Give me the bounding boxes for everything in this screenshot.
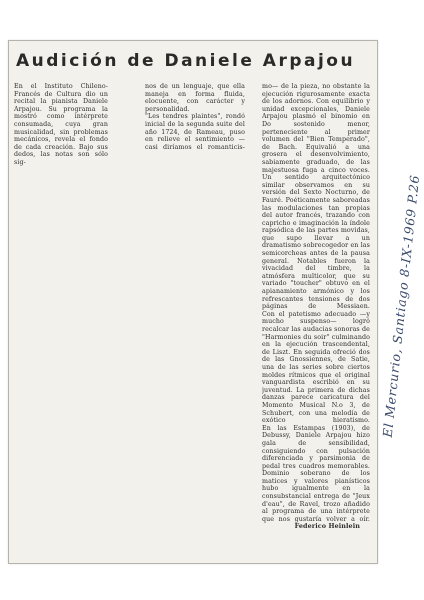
article-column-2: [145, 83, 245, 155]
article-column-1: [14, 83, 108, 173]
article-paragraph: nos de un lenguaje, que ella maneja en forma fluida, elocuente, con carácter y personalidad.: [145, 83, 245, 113]
article-column-3: [262, 83, 370, 561]
author-signature: Federico Heinlein: [294, 522, 360, 531]
article-paragraph: En el Instituto Chileno-Francés de Cultura dio un recital la pianista Daniele Arpajou. Su programa la mostró como intérprete consumada, cuya gran musicalidad, sin problemas mecánicos, revela el fondo de cada creación. Bajo sus dedos, las notas son sólo sig-: [14, 83, 108, 166]
article-paragraph: En las Estampas (1903), de Debussy, Daniele Arpajou hizo gala de sensibilidad, consiguiendo con pulsación diferenciada y parsimonia de pedal tres cuadros memorables. Dominio soberano de los matices y valores pianísticos hubo igualmente en la consubstancial entrega de "Jeux d'eau", de Ravel, trozo añadido al programa de una intérprete que nos gustaría volver a oír.: [262, 424, 370, 523]
handwritten-source-note: El Mercurio, Santiago 8-IX-1969 P.26: [379, 173, 423, 439]
article-paragraph: Un sentido arquitectónico similar observamos en su versión del Sexto Nocturno, de Fauré. Poéticamente saboreadas las modulaciones tan propias del autor francés, trazando con capricho e imaginación la índole rapsódica de las partes movidas, que supo llevar a un dramatismo sobrecogedor en las semicorcheas antes de la pausa general. Notables fueron la vivacidad del timbre, la atmósfera multicolor, que su variado "toucher" obtuvo en el apianamiento armónico y los refrescantes tensiones de dos páginas de Messiaen.: [262, 174, 370, 311]
article-paragraph: "Les tendres plaintes", rondó inicial de la segunda suite del año 1724, de Rameau, puso en relieve el sentimiento —casi diríamos el romanticis-: [145, 113, 245, 151]
article-paragraph: Con el patetismo adecuado —y mucho suspenso— logró recalcar las audacias sonoras de "Harmonies du soir" culminando en la ejecución trascendental, de Liszt. En seguida ofreció dos de las Gnossiennes, de Satie, una de las series sobre ciertos moldes rítmicos que el original vanguardista escribió en su juventud. La primera de dichas danzas parece caricatura del Momento Musical N.o 3, de Schubert, con una melodía de exótico hieratismo.: [262, 310, 370, 425]
article-paragraph: mo— de la pieza, no obstante la ejecución rigurosamente exacta de los adornos. Con equilibrio y unidad excepcionales, Daniele Arpajou plasmó el binomio en Do sostenido menor, perteneciente al primer volumen del "Bien Temperado", de Bach. Equivalió a una grosera el desenvolvimiento, sabiamente graduado, de las majestuosa fuga a cinco voces.: [262, 83, 370, 174]
headline: Audición de Daniele Arpajou: [16, 51, 356, 71]
